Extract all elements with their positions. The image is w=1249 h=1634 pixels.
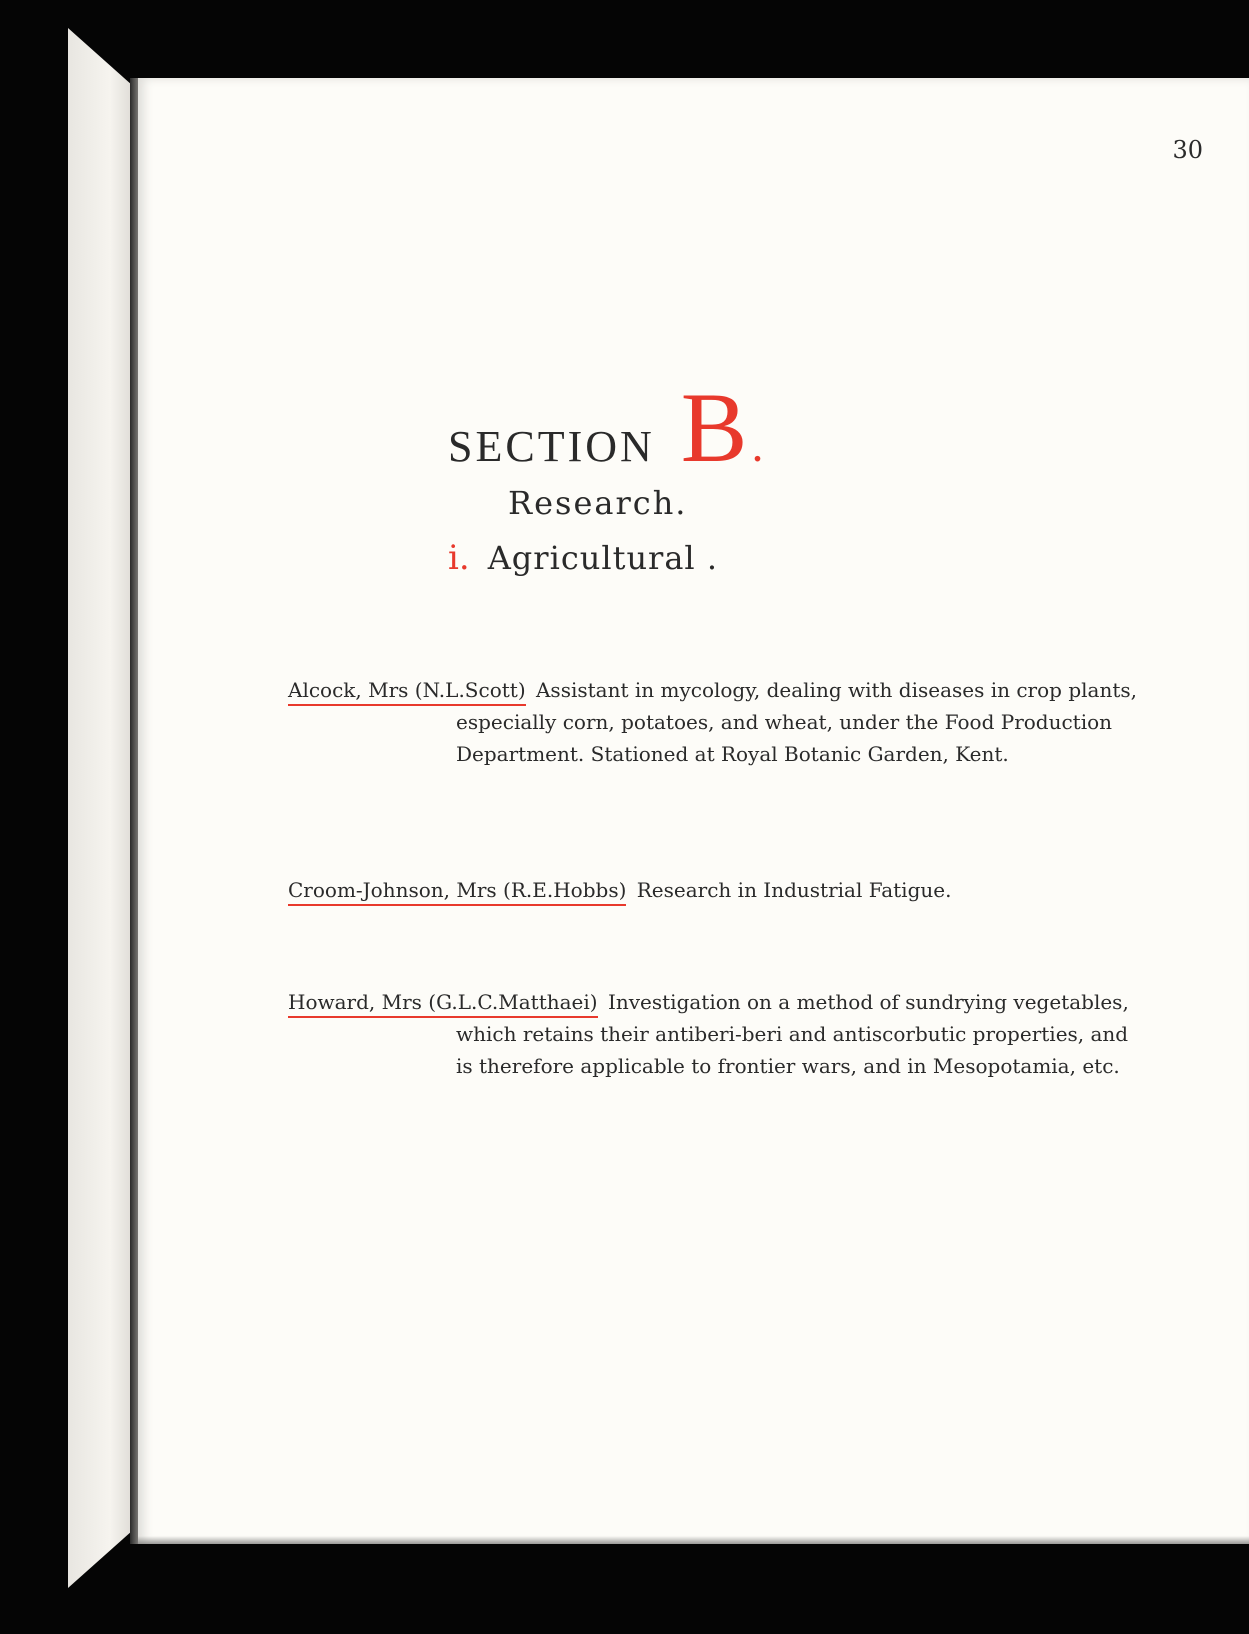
- manuscript-page: [138, 78, 1249, 1544]
- entry-croom-johnson: [288, 874, 1148, 906]
- section-subtitle: Research.: [508, 484, 688, 522]
- subsection-title: Agricultural .: [487, 539, 718, 577]
- section-heading: [448, 372, 764, 483]
- entry-alcock: [288, 674, 1148, 770]
- subsection-heading: [448, 538, 718, 578]
- section-dot: .: [751, 419, 764, 472]
- entry-name: Alcock, Mrs (N.L.Scott): [288, 678, 526, 706]
- entry-body: [288, 674, 1148, 770]
- entry-description: Research in Industrial Fatigue.: [636, 878, 952, 902]
- entry-body: [288, 986, 1148, 1082]
- section-letter: B: [680, 372, 748, 483]
- entry-description: Assistant in mycology, dealing with diseases in crop plants, especially corn, potatoes, and wheat, under the Food Production Department. Stationed at Royal Botanic Garden, Kent.: [456, 678, 1137, 766]
- entry-howard: [288, 986, 1148, 1082]
- entry-name: Howard, Mrs (G.L.C.Matthaei): [288, 990, 598, 1018]
- page-number: 30: [1172, 136, 1203, 164]
- section-word: SECTION: [448, 422, 655, 471]
- previous-page-edge: [68, 28, 138, 1588]
- subsection-number: i.: [448, 538, 470, 578]
- entry-description: Investigation on a method of sundrying vegetables, which retains their antiberi-beri and antiscorbutic properties, and is therefore applicable to frontier wars, and in Mesopotamia, etc.: [456, 990, 1129, 1078]
- entry-body: [288, 874, 1148, 906]
- entry-name: Croom-Johnson, Mrs (R.E.Hobbs): [288, 878, 626, 906]
- page-bottom-shadow: [138, 1536, 1249, 1544]
